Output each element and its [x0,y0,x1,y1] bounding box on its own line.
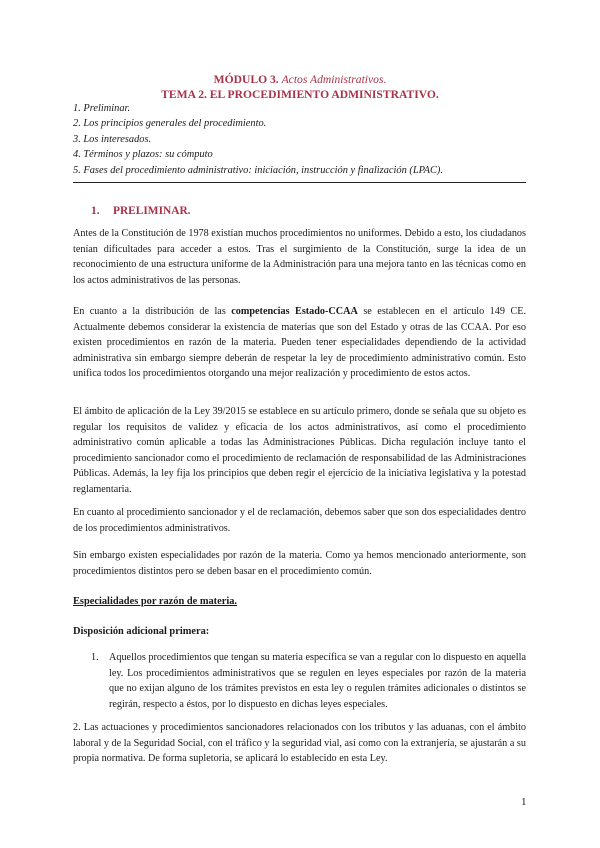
paragraph-2 [73,304,526,382]
module-title [0,73,600,86]
toc-item: 4. Términos y plazos: su cómputo [73,149,213,161]
page-number: 1 [521,796,527,808]
paragraph-2-text: En cuanto a la distribución de las [73,306,232,317]
section-title: PRELIMINAR. [113,205,191,217]
list-item-number: 1. [91,652,99,663]
toc-item: 3. Los interesados. [73,133,152,145]
section-heading [91,205,191,217]
paragraph-4: En cuanto al procedimiento sancionador y el de reclamación, debemos saber que son dos especialidades dentro de los procedimientos administrativos. [73,507,526,534]
paragraph-item-2: 2. Las actuaciones y procedimientos sancionadores relacionados con los tributos y las aduanas, con el ámbito laboral y de la Seguridad Social, con el tráfico y la seguridad vial, así como con la extranjería, se ajustarán a su propia normativa. De forma supletoria, se aplicará lo establecido en esta Ley. [73,722,526,764]
subheading-disposicion: Disposición adicional primera: [73,626,210,637]
paragraph-2-text-cont: se establecen en el artículo 149 CE. Actualmente debemos considerar la existencia de materias que son del Estado y otras de las CCAA. Por eso existen procedimientos en razón de la materia. Pueden tener especialidades dependiendo de la actividad administrativa sin embargo siempre deberán de respetar la ley de procedimiento administrativo común. Esto unifica todos los procedimientos otorgando una mejor realización y procedimiento de estos actos. [73,306,527,379]
module-name: Actos Administrativos. [281,73,387,86]
list-item-text: Aquellos procedimientos que tengan su materia específica se van a regular con lo dispuesto en aquella ley. Los procedimientos administrativos que se regulen en leyes especiales por razón de la materia que no exijan alguno de los trámites previstos en esta ley o regulen trámites adicionales o distintos se regirán, respecto a éstos, por lo dispuesto en dichas leyes especiales. [109,652,526,710]
module-label: MÓDULO 3. [213,73,279,86]
toc-item: 2. Los principios generales del procedimiento. [73,118,267,130]
paragraph-1: Antes de la Constitución de 1978 existían muchos procedimientos no uniformes. Debido a esto, los ciudadanos tenían dificultades para acceder a estos. Tras el surgimiento de la Constitución, surge la idea de un reconocimiento de una estructura uniforme de la Administración para una mejora tanto en las técnicas como en los actos administrativos de las personas. [73,228,526,286]
table-of-contents [73,101,533,178]
subheading-especialidades: Especialidades por razón de materia. [73,596,238,607]
tema-title: TEMA 2. EL PROCEDIMIENTO ADMINISTRATIVO. [161,88,439,101]
competencias-bold: competencias Estado-CCAA [231,306,358,317]
toc-item: 5. Fases del procedimiento administrativo: iniciación, instrucción y finalización (LPAC). [73,164,443,176]
paragraph-5: Sin embargo existen especialidades por razón de la materia. Como ya hemos mencionado anteriormente, son procedimientos distintos pero se deben basar en el procedimiento común. [73,550,526,577]
paragraph-3: El ámbito de aplicación de la Ley 39/2015 se establece en su artículo primero, donde se señala que su objeto es regular los requisitos de validez y eficacia de los actos administrativos, así como el procedimiento administrativo común aplicable a todas las Administraciones Públicas. Dicha regulación incluye tanto el procedimiento sancionador como el procedimiento de reclamación de responsabilidad de las Administraciones Públicas. Además, la ley fija los principios que deben regir el ejercicio de la iniciativa legislativa y la potestad reglamentaria. [73,406,526,495]
list-item [91,650,526,712]
section-number: 1. [91,205,100,217]
horizontal-divider [73,182,526,183]
toc-item: 1. Preliminar. [73,103,131,114]
